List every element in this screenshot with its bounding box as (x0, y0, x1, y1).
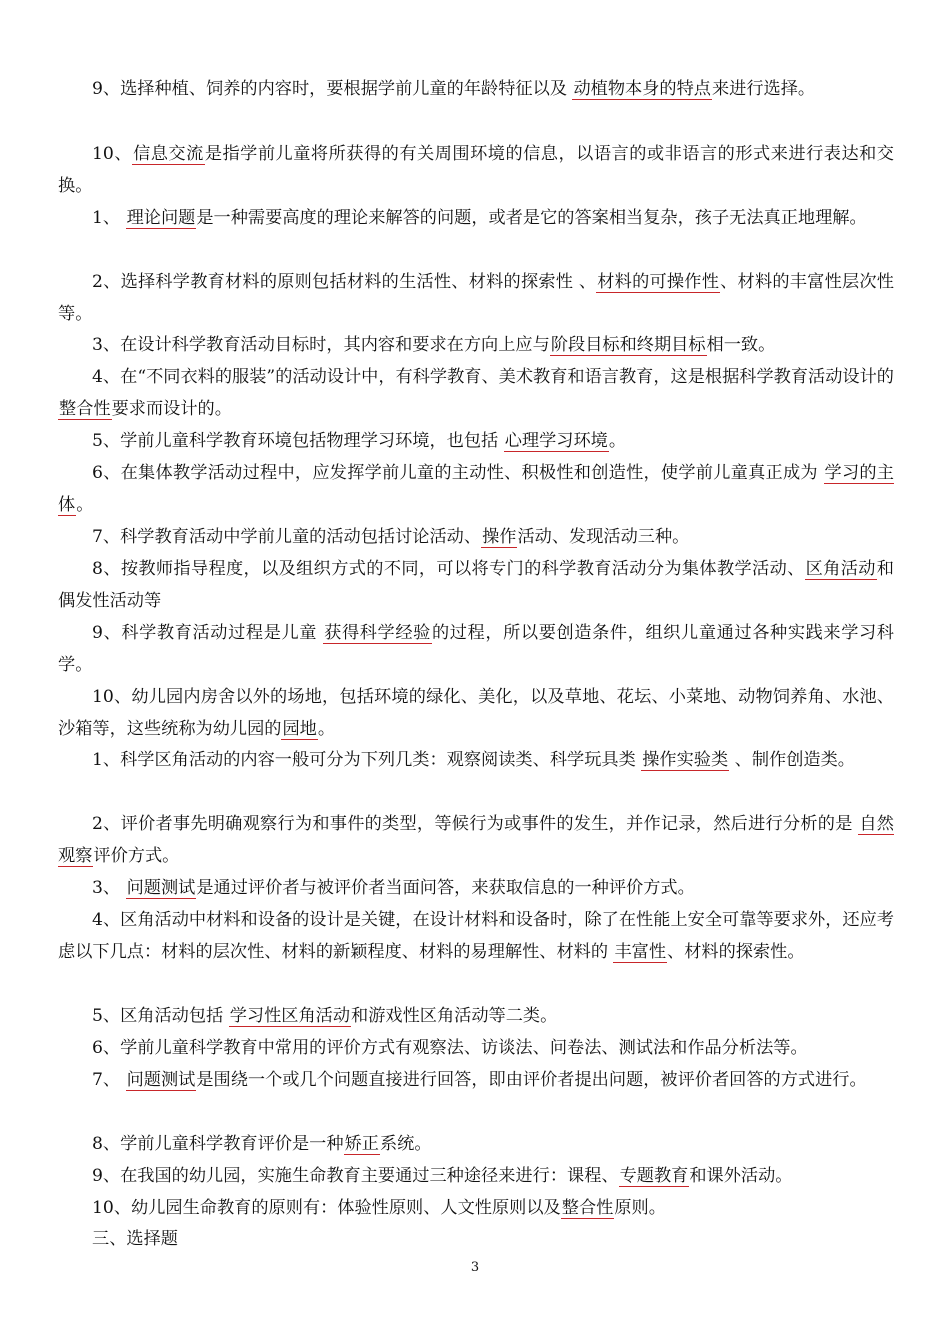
answer-underline: 动植物本身的特点 (573, 79, 711, 99)
paragraph (58, 745, 894, 777)
paragraph-text: 是指学前儿童将所获得的有关周围环境的信息，以语言的或非语言的形式来进行表达和交换。 (58, 144, 894, 196)
answer-underline: 心理学习环境 (504, 431, 608, 451)
answer-underline: 获得科学经验 (324, 623, 431, 643)
paragraph-text: 10、幼儿园生命教育的原则有：体验性原则、人文性原则以及 (92, 1198, 561, 1218)
paragraph-text: 1、科学区角活动的内容一般可分为下列几类：观察阅读类、科学玩具类 (92, 750, 642, 770)
paragraph (58, 203, 894, 235)
answer-underline: 丰富性 (614, 941, 667, 962)
heading-text: 三、选择题 (92, 1229, 178, 1249)
answer-underline: 专题教育 (619, 1166, 689, 1186)
paragraph (58, 873, 894, 905)
answer-underline: 园地 (282, 718, 317, 739)
paragraph-text: 10、 (92, 144, 133, 164)
answer-underline: 学习的主体 (58, 463, 894, 515)
paragraph-text: 活动、发现活动三种。 (517, 527, 690, 547)
paragraph-text: 、材料的丰富性层次性等。 (58, 272, 894, 324)
paragraph-text: 来进行选择。 (711, 79, 816, 99)
paragraph (58, 1033, 894, 1065)
paragraph-text: 5、学前儿童科学教育环境包括物理学习环境，也包括 (92, 431, 504, 451)
paragraph-text: 8、按教师指导程度，以及组织方式的不同，可以将专门的科学教育活动分为集体教学活动、 (92, 559, 805, 579)
paragraph (58, 1161, 894, 1193)
paragraph (58, 139, 894, 202)
paragraph (58, 362, 894, 425)
paragraph-text: 3、在设计科学教育活动目标时，其内容和要求在方向上应与 (92, 335, 550, 355)
answer-underline: 整合性 (561, 1198, 614, 1218)
paragraph (58, 522, 894, 554)
paragraph-text: 3、 (92, 878, 126, 898)
paragraph-text: 。 (76, 494, 94, 515)
paragraph-text: 5、区角活动包括 (92, 1006, 229, 1026)
answer-underline: 信息交流 (133, 144, 204, 164)
paragraph (58, 330, 894, 362)
paragraph (58, 1065, 894, 1097)
paragraph-text: 和偶发性活动等 (58, 559, 894, 611)
paragraph (58, 682, 894, 745)
page-number: 3 (470, 1260, 480, 1275)
paragraph-text: 7、 (92, 1070, 126, 1090)
paragraph-text: 9、在我国的幼儿园，实施生命教育主要通过三种途径来进行：课程、 (92, 1166, 619, 1186)
answer-underline: 操作实验类 (642, 750, 729, 770)
paragraph-text: 10、幼儿园内房舍以外的场地，包括环境的绿化、美化，以及草地、花坛、小菜地、动物饲养角、水池、沙箱等，这些统称为幼儿园的 (58, 687, 894, 739)
answer-underline: 阶段目标和终期目标 (550, 335, 706, 355)
paragraph-text: 6、在集体教学活动过程中，应发挥学前儿童的主动性、积极性和创造性，使学前儿童真正成为 (92, 463, 824, 483)
answer-underline: 学习性区角活动 (229, 1006, 351, 1026)
paragraph-text: 。 (608, 431, 627, 451)
paragraph-text: 。 (317, 718, 336, 739)
answer-underline: 材料的可操作性 (597, 272, 720, 292)
paragraph (58, 74, 894, 106)
paragraph (58, 267, 894, 330)
paragraph-text: 7、科学教育活动中学前儿童的活动包括讨论活动、 (92, 527, 482, 547)
paragraph (58, 554, 894, 617)
paragraph-text: 9、科学教育活动过程是儿童 (92, 623, 324, 643)
paragraph-text: 1、 (92, 208, 126, 228)
paragraph-text: 的过程，所以要创造条件，组织儿童通过各种实践来学习科学。 (58, 623, 894, 675)
paragraph-text: 相一致。 (706, 335, 776, 355)
answer-underline: 矫正 (344, 1134, 379, 1154)
paragraph-text: 是通过评价者与被评价者当面问答，来获取信息的一种评价方式。 (196, 878, 695, 898)
answer-underline: 自然观察 (58, 814, 894, 866)
paragraph (58, 905, 894, 968)
answer-underline: 问题测试 (126, 878, 196, 898)
paragraph-text: 是围绕一个或几个问题直接进行回答，即由评价者提出问题，被评价者回答的方式进行。 (196, 1070, 867, 1090)
paragraph-text: 是一种需要高度的理论来解答的问题，或者是它的答案相当复杂，孩子无法真正地理解。 (196, 208, 867, 228)
answer-underline: 操作 (482, 527, 517, 547)
paragraph (58, 426, 894, 458)
paragraph-text: 4、在“不同衣料的服装”的活动设计中，有科学教育、美术教育和语言教育，这是根据科学教育活动设计的 (92, 367, 894, 387)
paragraph (58, 1129, 894, 1161)
paragraph-text: 9、选择种植、饲养的内容时，要根据学前儿童的年龄特征以及 (92, 79, 573, 99)
paragraph-text: 原则。 (614, 1198, 666, 1218)
paragraph-text: 要求而设计的。 (111, 398, 232, 419)
paragraph-text: 和游戏性区角活动等二类。 (351, 1006, 558, 1026)
answer-underline: 问题测试 (126, 1070, 196, 1090)
answer-underline: 整合性 (59, 398, 111, 419)
paragraph-text: 和课外活动。 (689, 1166, 793, 1186)
paragraph (58, 1001, 894, 1033)
paragraph-text: 评价方式。 (93, 845, 180, 866)
paragraph-text: 系统。 (379, 1134, 432, 1154)
paragraph-text: 、材料的探索性。 (667, 941, 805, 962)
paragraph-text: 、制作创造类。 (729, 750, 855, 770)
answer-underline: 理论问题 (126, 208, 196, 228)
paragraph-text: 2、评价者事先明确观察行为和事件的类型，等候行为或事件的发生，并作记录，然后进行分析的是 (92, 814, 859, 834)
section-heading (58, 1224, 894, 1256)
paragraph-text: 8、学前儿童科学教育评价是一种 (92, 1134, 344, 1154)
answer-underline: 区角活动 (805, 559, 876, 579)
paragraph (58, 618, 894, 681)
paragraph-text: 6、学前儿童科学教育中常用的评价方式有观察法、访谈法、问卷法、测试法和作品分析法等。 (92, 1038, 808, 1058)
paragraph (58, 458, 894, 521)
paragraph-text: 2、选择科学教育材料的原则包括材料的生活性、材料的探索性 、 (92, 272, 597, 292)
paragraph (58, 809, 894, 872)
paragraph-text: 4、区角活动中材料和设备的设计是关键，在设计材料和设备时，除了在性能上安全可靠等要求外，还应考虑以下几点：材料的层次性、材料的新颖程度、材料的易理解性、材料的 (58, 910, 894, 962)
paragraph (58, 1193, 894, 1225)
